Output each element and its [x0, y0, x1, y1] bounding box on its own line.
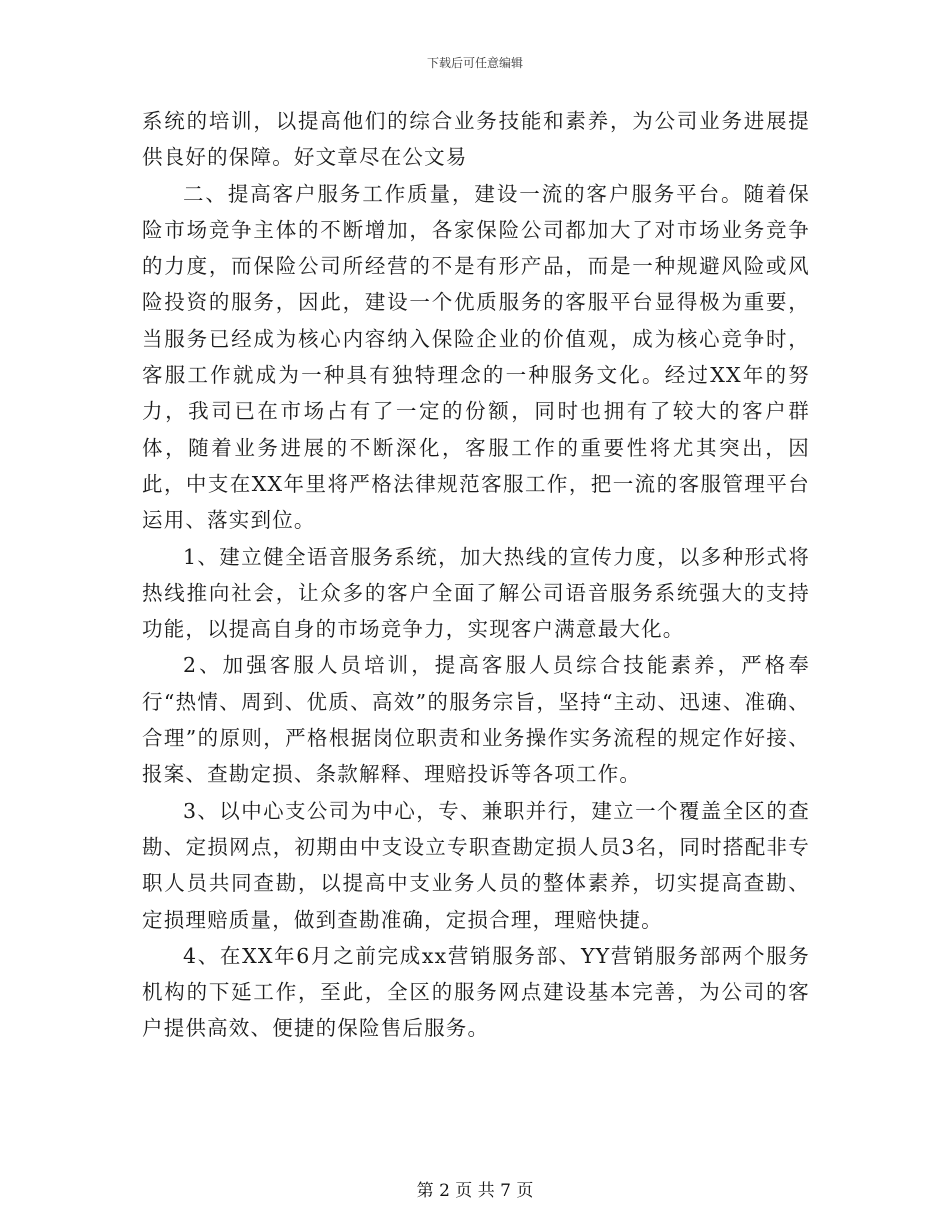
paragraph: 4、在XX年6月之前完成xx营销服务部、YY营销服务部两个服务机构的下延工作，至此，全区的服务网点建设基本完善，为公司的客户提供高效、便捷的保险售后服务。 — [142, 943, 810, 1041]
paragraph: 3、以中心支公司为中心，专、兼职并行，建立一个覆盖全区的查勘、定损网点，初期由中支设立专职查勘定损人员3名，同时搭配非专职人员共同查勘，以提高中支业务人员的整体素养，切实提高查勘、定损理赔质量，做到查勘准确，定损合理，理赔快捷。 — [142, 798, 810, 932]
page-header: 下载后可任意编辑 — [426, 56, 523, 70]
paragraph: 二、提高客户服务工作质量，建设一流的客户服务平台。随着保险市场竞争主体的不断增加，各家保险公司都加大了对市场业务竞争的力度，而保险公司所经营的不是有形产品，而是一种规避风险或风险投资的服务，因此，建设一个优质服务的客服平台显得极为重要，当服务已经成为核心内容纳入保险企业的价值观，成为核心竞争时，客服工作就成为一种具有独特理念的一种服务文化。经过XX年的努力，我司已在市场占有了一定的份额，同时也拥有了较大的客户群体，随着业务进展的不断深化，客服工作的重要性将尤其突出，因此，中支在XX年里将严格法律规范客服工作，把一流的客服管理平台运用、落实到位。 — [142, 181, 810, 533]
page-number-footer: 第 2 页 共 7 页 — [416, 1181, 534, 1201]
paragraph: 系统的培训，以提高他们的综合业务技能和素养，为公司业务进展提供良好的保障。好文章尽在公文易 — [142, 109, 810, 170]
paragraph: 2、加强客服人员培训，提高客服人员综合技能素养，严格奉行“热情、周到、优质、高效”的服务宗旨，坚持“主动、迅速、准确、合理”的原则，严格根据岗位职责和业务操作实务流程的规定作好接、报案、查勘定损、条款解释、理赔投诉等各项工作。 — [142, 653, 810, 787]
paragraph: 1、建立健全语音服务系统，加大热线的宣传力度，以多种形式将热线推向社会，让众多的客户全面了解公司语音服务系统强大的支持功能，以提高自身的市场竞争力，实现客户满意最大化。 — [142, 544, 810, 642]
document-body — [142, 103, 810, 1047]
